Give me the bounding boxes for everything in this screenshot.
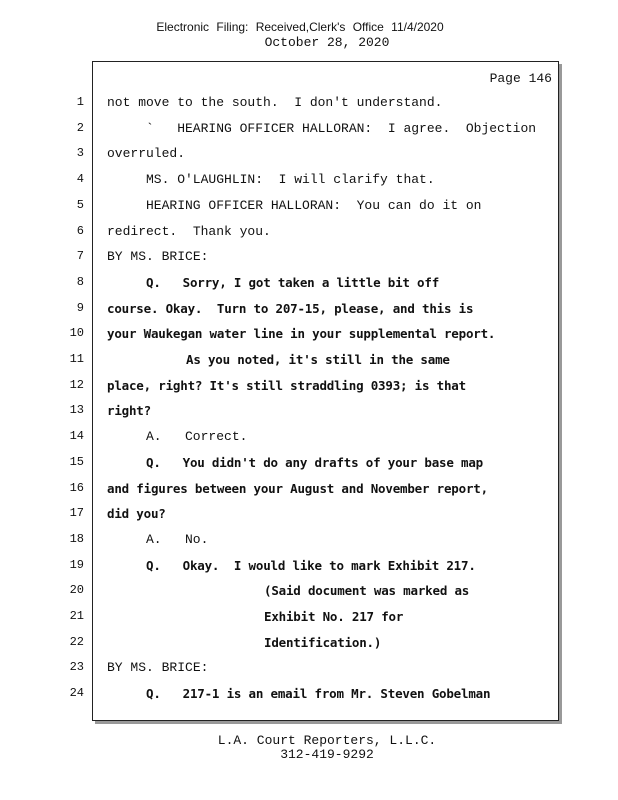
line-text: Q. Okay. I would like to mark Exhibit 217. [146, 557, 476, 573]
reporter-phone: 312-419-9292 [280, 747, 374, 762]
line-number: 17 [69, 506, 84, 521]
transcript-line [0, 481, 618, 501]
line-number: 11 [69, 352, 84, 366]
line-text: A. Correct. [146, 429, 248, 445]
line-number: 15 [69, 454, 84, 469]
line-number: 18 [69, 531, 84, 546]
line-number: 8 [76, 274, 84, 289]
line-number: 16 [69, 480, 84, 495]
line-number: 24 [69, 686, 84, 701]
line-number: 22 [69, 634, 84, 649]
transcript-line [0, 378, 618, 398]
transcript-line [0, 172, 618, 192]
transcript-line [0, 403, 618, 423]
transcript-line [0, 660, 618, 680]
transcript-line [0, 224, 618, 244]
line-text: your Waukegan water line in your supplemental report. [107, 326, 496, 342]
transcript-line [0, 275, 618, 295]
page-number: Page 146 [489, 71, 552, 86]
transcript-line [0, 609, 618, 629]
line-text: HEARING OFFICER HALLORAN: You can do it on [146, 197, 482, 213]
transcript-line [0, 506, 618, 526]
filing-stamp: Electronic Filing: Received,Clerk's Office 11/4/2020 [156, 20, 444, 34]
transcript-line [0, 326, 618, 346]
line-number: 20 [69, 583, 84, 598]
line-text: Q. You didn't do any drafts of your base map [146, 454, 483, 470]
transcript-line [0, 532, 618, 552]
transcript-line [0, 635, 618, 655]
line-text: Exhibit No. 217 for [264, 609, 404, 624]
transcript-line [0, 146, 618, 166]
line-number: 23 [69, 660, 84, 675]
line-text: BY MS. BRICE: [107, 249, 209, 265]
transcript-date: October 28, 2020 [264, 35, 390, 50]
line-number: 19 [69, 557, 84, 572]
line-number: 13 [69, 403, 84, 418]
transcript-line [0, 249, 618, 269]
line-number: 4 [76, 172, 84, 187]
line-text: A. No. [146, 531, 209, 547]
line-number: 1 [76, 95, 84, 109]
line-number: 6 [76, 223, 84, 238]
line-text: BY MS. BRICE: [107, 660, 209, 676]
line-number: 5 [76, 197, 84, 212]
line-text: did you? [107, 506, 166, 522]
line-text: MS. O'LAUGHLIN: I will clarify that. [146, 172, 435, 188]
transcript-line [0, 583, 618, 603]
line-text: (Said document was marked as [264, 583, 470, 599]
line-number: 7 [76, 249, 84, 264]
reporter-company: L.A. Court Reporters, L.L.C. [217, 733, 437, 748]
line-text: As you noted, it's still in the same [186, 352, 450, 367]
line-text: right? [107, 403, 151, 419]
line-text: Q. Sorry, I got taken a little bit off [146, 274, 440, 290]
line-number: 12 [69, 377, 84, 392]
transcript-line [0, 558, 618, 578]
transcript-line [0, 301, 618, 321]
line-text: place, right? It's still straddling 0393; is that [107, 377, 466, 393]
line-number: 9 [76, 300, 84, 315]
line-text: and figures between your August and November report, [107, 480, 488, 496]
line-text: ` HEARING OFFICER HALLORAN: I agree. Objection [146, 120, 537, 136]
line-number: 2 [76, 120, 84, 135]
transcript-line [0, 352, 618, 372]
transcript-line [0, 198, 618, 218]
transcript-line [0, 455, 618, 475]
transcript-line [0, 121, 618, 141]
line-text: Q. 217-1 is an email from Mr. Steven Gobelman [146, 686, 491, 702]
transcript-line [0, 686, 618, 706]
line-text: course. Okay. Turn to 207-15, please, and this is [107, 300, 474, 316]
line-text: Identification.) [264, 634, 382, 650]
transcript-line [0, 429, 618, 449]
line-text: not move to the south. I don't understand. [107, 95, 443, 110]
line-number: 14 [69, 429, 84, 444]
line-number: 3 [76, 146, 84, 161]
line-text: overruled. [107, 146, 186, 162]
line-number: 10 [69, 326, 84, 341]
line-number: 21 [69, 609, 84, 623]
transcript-line [0, 95, 618, 115]
line-text: redirect. Thank you. [107, 223, 271, 239]
